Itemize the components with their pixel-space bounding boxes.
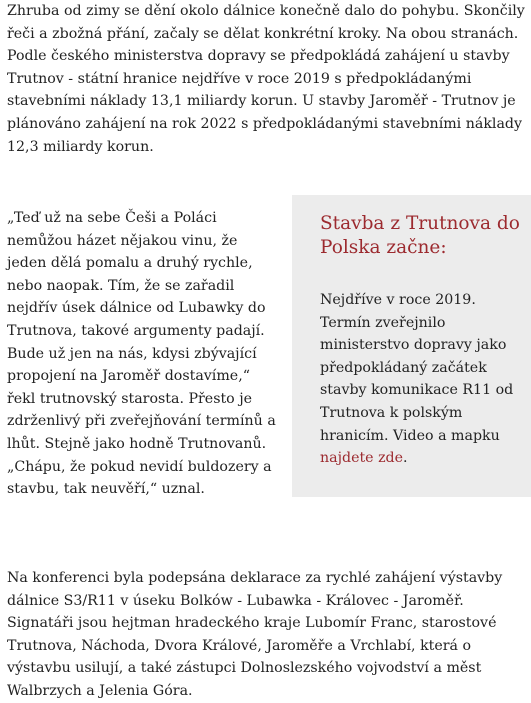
- sidebar-text: [320, 289, 521, 470]
- article-quote-paragraph: „Teď už na sebe Češi a Poláci nemůžou házet nějakou vinu, že jeden dělá pomalu a druhý rychle, nebo naopak. Tím, že se zařadil nejdřív úsek dálnice od Lubawky do Trutnova, takové argumenty padají. Bude už jen na nás, kdysi zbývající propojení na Jaroměř dostavíme,“ řekl trutnovský starosta. Přesto je zdrženlivý při zveřejňování termínů a lhůt. Stejně jako hodně Trutnovanů. „Chápu, že pokud nevidí buldozery a stavbu, tak neuvěří,“ uznal.: [7, 210, 276, 498]
- sidebar-title: Stavba z Trutnova do Polska začne:: [320, 213, 520, 258]
- article-paragraph-declaration: Na konferenci byla podepsána deklarace za rychlé zahájení výstavby dálnice S3/R11 v úseku Bolków - Lubawka - Královec - Jaroměř. Signatáři jsou hejtman hradeckého kraje Lubomír Franc, starostové Trutnova, Náchoda, Dvora Králové, Jaroměře a Vrchlabí, která o výstavbu usilují, a také zástupci Dolnoslezského vojvodství a měst Walbrzych a Jelenia Góra.: [7, 570, 503, 699]
- sidebar-link[interactable]: najdete zde: [320, 450, 404, 467]
- sidebar-body-text: Nejdříve v roce 2019. Termín zveřejnilo ministerstvo dopravy jako předpokládaný začátek stavby komunikace R11 od Trutnova k polským hranicím. Video a mapku: [320, 292, 514, 444]
- article-paragraph-intro: Zhruba od zimy se dění okolo dálnice konečně dalo do pohybu. Skončily řeči a zbožná přání, začaly se dělat konkrétní kroky. Na obou stranách. Podle českého ministerstva dopravy se předpokládá zahájení u stavby Trutnov - státní hranice nejdříve v roce 2019 s předpokládanými stavebními náklady 13,1 miliardy korun. U stavby Jaroměř - Trutnov je plánováno zahájení na rok 2022 s předpokládanými stavebními náklady 12,3 miliardy korun.: [7, 3, 525, 155]
- sidebar-info-box: [292, 195, 531, 497]
- sidebar-text-end: .: [403, 450, 408, 467]
